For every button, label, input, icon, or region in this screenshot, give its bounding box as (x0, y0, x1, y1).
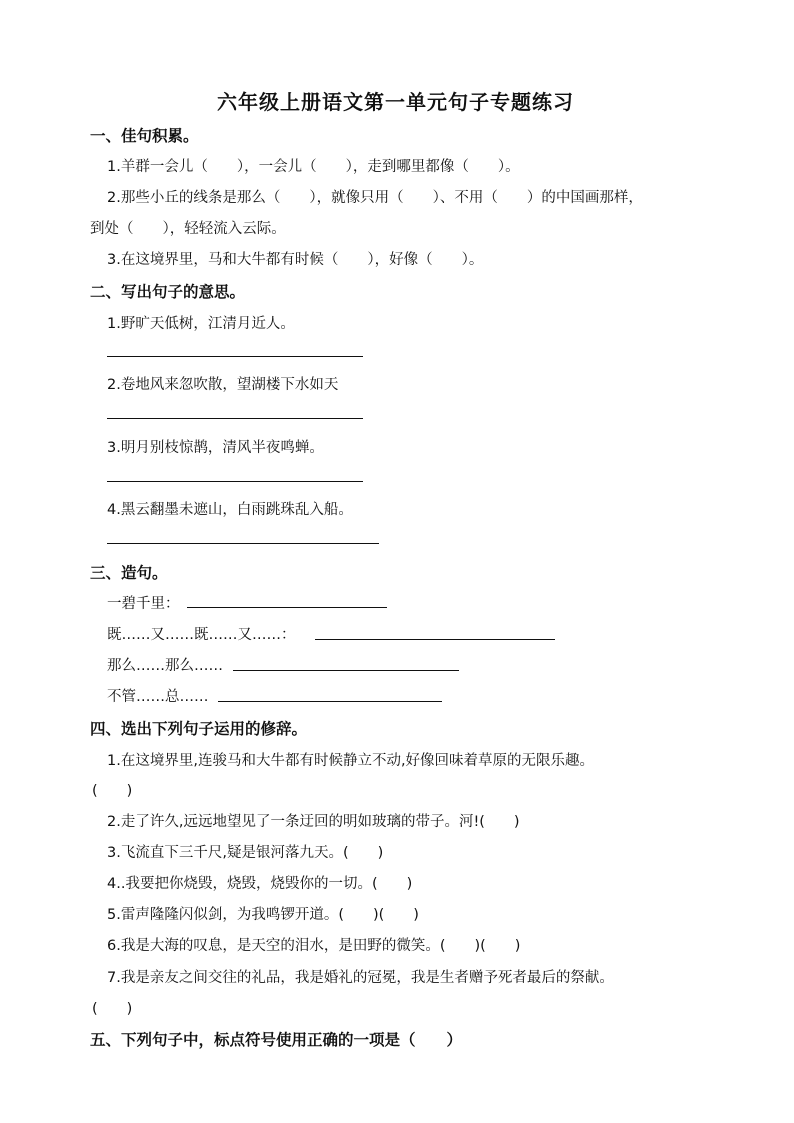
s2-question-1: 1.野旷天低树，江清月近人。 (107, 316, 295, 332)
s4-question-3: 3.飞流直下三千尺,疑是银河落九天。( ) (107, 845, 384, 861)
s4-question-5: 5.雷声隆隆闪似剑，为我鸣锣开道。( )( ) (107, 907, 419, 923)
s3-prompt-2: 既……又……既……又……： (107, 627, 296, 643)
s3-answer-line-4[interactable] (218, 701, 442, 702)
page-title: 六年级上册语文第一单元句子专题练习 (217, 90, 574, 114)
s3-prompt-1: 一碧千里： (107, 596, 180, 612)
s1-question-1: 1.羊群一会儿（ ），一会儿（ ），走到哪里都像（ ）。 (107, 159, 520, 175)
s3-prompt-3: 那么……那么…… (107, 658, 223, 674)
s4-question-1: 1.在这境界里,连骏马和大牛都有时候静立不动,好像回味着草原的无限乐趣。 (107, 753, 595, 769)
s3-answer-line-1[interactable] (187, 607, 387, 608)
s2-question-4: 4.黑云翻墨未遮山，白雨跳珠乱入船。 (107, 502, 353, 518)
s3-prompt-4: 不管……总…… (107, 689, 209, 705)
s1-question-3: 3.在这境界里，马和大牛都有时候（ ），好像（ ）。 (107, 252, 484, 268)
s2-answer-line-1[interactable] (107, 356, 363, 357)
s4-question-4: 4..我要把你烧毁，烧毁，烧毁你的一切。( ) (107, 876, 413, 892)
s2-question-3: 3.明月别枝惊鹊，清风半夜鸣蝉。 (107, 440, 324, 456)
s2-answer-line-4[interactable] (107, 543, 379, 544)
s3-answer-line-2[interactable] (315, 639, 555, 640)
s4-question-7: 7.我是亲友之间交往的礼品，我是婚礼的冠冕，我是生者赠予死者最后的祭献。 (107, 970, 614, 986)
section-3-heading: 三、造句。 (90, 563, 168, 582)
s4-question-7-answer[interactable]: ( ) (92, 1001, 133, 1017)
s1-question-2-continued: 到处（ ），轻轻流入云际。 (90, 221, 286, 237)
s2-answer-line-3[interactable] (107, 481, 363, 482)
section-1-heading: 一、佳句积累。 (90, 126, 199, 145)
section-2-heading: 二、写出句子的意思。 (90, 282, 246, 301)
s3-answer-line-3[interactable] (233, 670, 459, 671)
s4-question-2: 2.走了许久,远远地望见了一条迂回的明如玻璃的带子。河!( ) (107, 814, 520, 830)
s2-question-2: 2.卷地风来忽吹散，望湖楼下水如天 (107, 377, 339, 393)
section-4-heading: 四、选出下列句子运用的修辞。 (90, 719, 308, 738)
s4-question-1-answer[interactable]: ( ) (92, 783, 133, 799)
s2-answer-line-2[interactable] (107, 418, 363, 419)
s1-question-2: 2.那些小丘的线条是那么（ ），就像只用（ ）、不用（ ）的中国画那样， (107, 190, 643, 206)
s4-question-6: 6.我是大海的叹息，是天空的泪水，是田野的微笑。( )( ) (107, 938, 521, 954)
section-5-heading: 五、下列句子中，标点符号使用正确的一项是（ ） (90, 1030, 463, 1049)
